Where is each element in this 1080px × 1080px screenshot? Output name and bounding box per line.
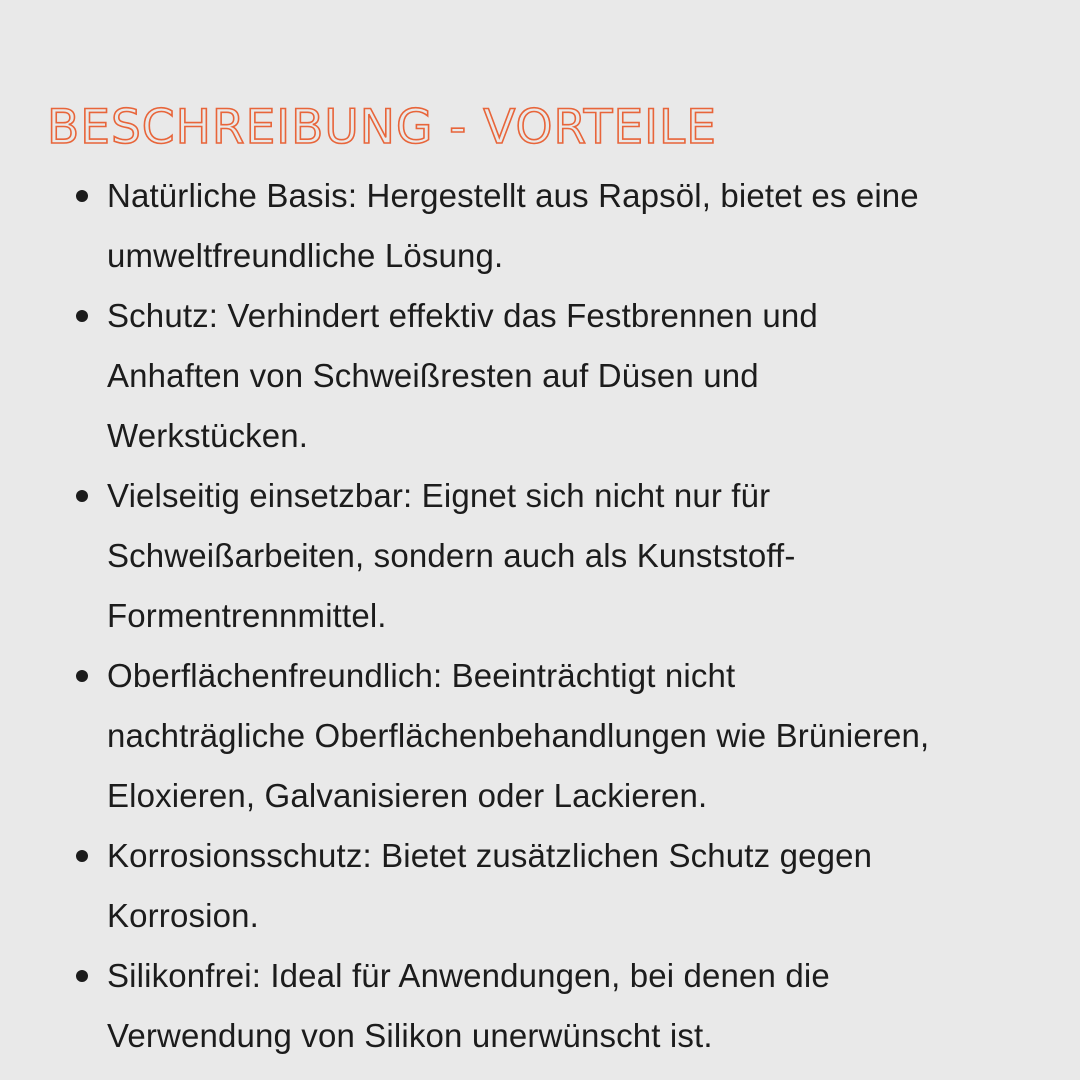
benefit-item-natural-base <box>0 166 1027 286</box>
bullet-icon <box>76 670 88 682</box>
benefit-text-line: Eloxieren, Galvanisieren oder Lackieren. <box>107 777 708 814</box>
bullet-icon <box>76 310 88 322</box>
benefit-text-line: Verwendung von Silikon unerwünscht ist. <box>107 1017 713 1054</box>
benefit-text-line: umweltfreundliche Lösung. <box>107 237 504 274</box>
bullet-icon <box>76 490 88 502</box>
benefit-text-line: Silikonfrei: Ideal für Anwendungen, bei denen die <box>107 957 830 994</box>
benefit-text-line: Oberflächenfreundlich: Beeinträchtigt nicht <box>107 657 736 694</box>
benefit-text-line: Korrosion. <box>107 897 259 934</box>
benefit-text-line: Schutz: Verhindert effektiv das Festbrennen und <box>107 297 818 334</box>
benefit-item-silicone-free <box>0 946 1027 1066</box>
benefit-text-line: Formentrennmittel. <box>107 597 387 634</box>
benefit-item-protection <box>0 286 1027 466</box>
bullet-icon <box>76 190 88 202</box>
benefit-item-surface-friendly <box>0 646 1027 826</box>
benefits-list <box>0 166 1080 1066</box>
benefit-text-line: Werkstücken. <box>107 417 309 454</box>
benefit-text-line: Korrosionsschutz: Bietet zusätzlichen Schutz gegen <box>107 837 873 874</box>
benefit-text-line: Vielseitig einsetzbar: Eignet sich nicht nur für <box>107 477 771 514</box>
benefit-text-line: nachträgliche Oberflächenbehandlungen wie Brünieren, <box>107 717 930 754</box>
section-heading: BESCHREIBUNG - VORTEILE <box>47 100 717 155</box>
benefit-item-corrosion-protection <box>0 826 1027 946</box>
benefit-item-versatile <box>0 466 1027 646</box>
bullet-icon <box>76 850 88 862</box>
benefit-text-line: Natürliche Basis: Hergestellt aus Rapsöl, bietet es eine <box>107 177 919 214</box>
benefit-text-line: Anhaften von Schweißresten auf Düsen und <box>107 357 759 394</box>
benefit-text-line: Schweißarbeiten, sondern auch als Kunststoff- <box>107 537 796 574</box>
bullet-icon <box>76 970 88 982</box>
